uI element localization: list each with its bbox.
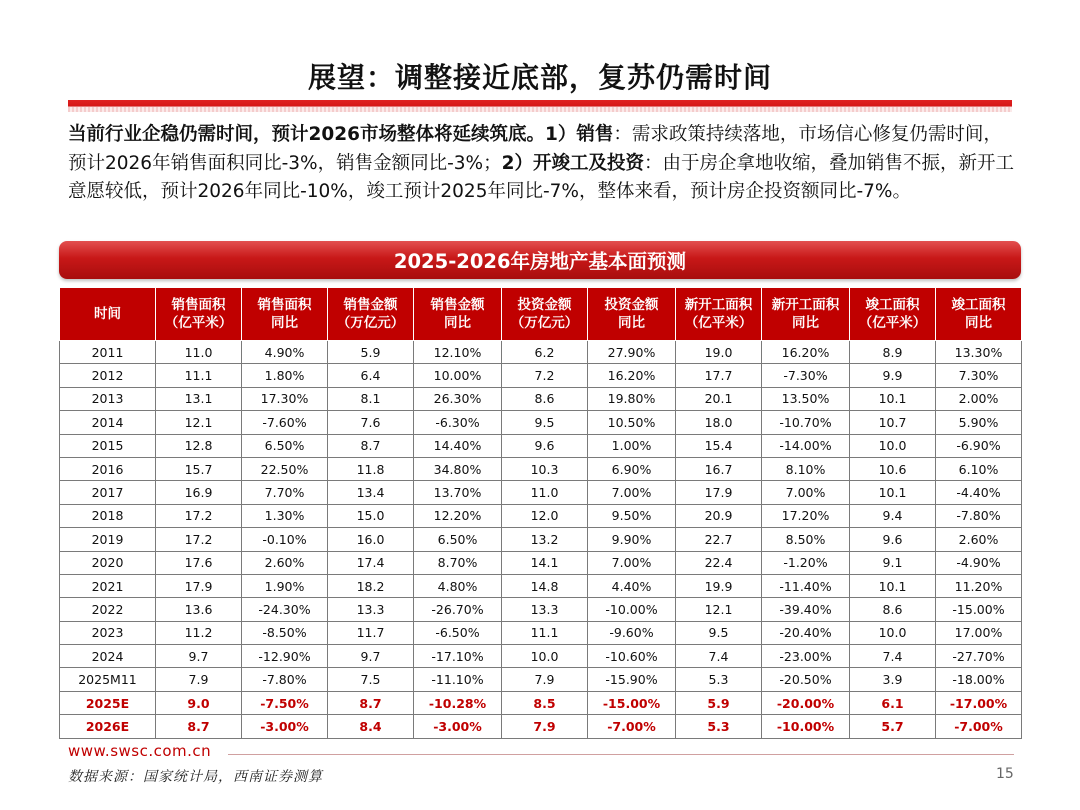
year-cell: 2017 <box>60 481 156 504</box>
value-cell: 7.00% <box>588 551 676 574</box>
value-cell: -6.50% <box>414 621 502 644</box>
value-cell: -1.20% <box>762 551 850 574</box>
year-cell: 2018 <box>60 504 156 527</box>
column-header-line: 竣工面积 <box>951 297 1006 313</box>
table-row <box>60 411 1022 434</box>
value-cell: 17.2 <box>156 528 242 551</box>
column-header-line: 同比 <box>271 315 298 331</box>
value-cell: 10.0 <box>502 645 588 668</box>
value-cell: -15.00% <box>936 598 1022 621</box>
value-cell: 8.70% <box>414 551 502 574</box>
value-cell: -20.50% <box>762 668 850 691</box>
value-cell: 10.7 <box>850 411 936 434</box>
value-cell: 11.1 <box>156 364 242 387</box>
value-cell: 6.50% <box>242 434 328 457</box>
value-cell: -17.10% <box>414 645 502 668</box>
value-cell: -24.30% <box>242 598 328 621</box>
value-cell: 3.9 <box>850 668 936 691</box>
value-cell: 19.80% <box>588 387 676 410</box>
column-header-line: 销售面积 <box>171 297 226 313</box>
value-cell: 6.50% <box>414 528 502 551</box>
table-row <box>60 645 1022 668</box>
data-source-note: 数据来源：国家统计局，西南证券测算 <box>68 769 323 785</box>
year-cell: 2025E <box>60 691 156 714</box>
value-cell: 22.4 <box>676 551 762 574</box>
value-cell: 5.90% <box>936 411 1022 434</box>
year-cell: 2025M11 <box>60 668 156 691</box>
value-cell: 1.30% <box>242 504 328 527</box>
column-header-line: 销售金额 <box>430 297 485 313</box>
value-cell: -11.40% <box>762 574 850 597</box>
value-cell: -12.90% <box>242 645 328 668</box>
value-cell: 6.90% <box>588 457 676 480</box>
value-cell: 5.3 <box>676 668 762 691</box>
value-cell: 12.1 <box>156 411 242 434</box>
value-cell: -10.28% <box>414 691 502 714</box>
value-cell: -10.70% <box>762 411 850 434</box>
column-header-line: 销售面积 <box>257 297 312 313</box>
column-header-line: 同比 <box>444 315 471 331</box>
value-cell: 10.1 <box>850 387 936 410</box>
value-cell: 10.50% <box>588 411 676 434</box>
value-cell: -10.00% <box>588 598 676 621</box>
column-header-line: 同比 <box>792 315 819 331</box>
column-header <box>936 288 1022 341</box>
year-cell: 2022 <box>60 598 156 621</box>
value-cell: 7.30% <box>936 364 1022 387</box>
value-cell: 15.7 <box>156 457 242 480</box>
value-cell: -7.00% <box>936 715 1022 738</box>
value-cell: 7.00% <box>588 481 676 504</box>
column-header-line: 销售金额 <box>343 297 398 313</box>
value-cell: 6.10% <box>936 457 1022 480</box>
value-cell: 7.9 <box>502 668 588 691</box>
value-cell: 9.50% <box>588 504 676 527</box>
value-cell: 2.60% <box>242 551 328 574</box>
value-cell: 6.4 <box>328 364 414 387</box>
value-cell: -4.90% <box>936 551 1022 574</box>
value-cell: 13.4 <box>328 481 414 504</box>
website-link[interactable]: www.swsc.com.cn <box>68 742 212 760</box>
year-cell: 2016 <box>60 457 156 480</box>
value-cell: 12.20% <box>414 504 502 527</box>
value-cell: 8.5 <box>502 691 588 714</box>
value-cell: -27.70% <box>936 645 1022 668</box>
value-cell: 13.50% <box>762 387 850 410</box>
table-row <box>60 481 1022 504</box>
value-cell: 18.0 <box>676 411 762 434</box>
summary-segment: 1）销售 <box>545 124 614 145</box>
value-cell: -0.10% <box>242 528 328 551</box>
summary-segment: 2）开竣工及投资 <box>501 152 645 174</box>
value-cell: 4.40% <box>588 574 676 597</box>
column-header <box>328 288 414 341</box>
value-cell: -7.30% <box>762 364 850 387</box>
value-cell: 8.6 <box>850 598 936 621</box>
value-cell: 10.3 <box>502 457 588 480</box>
value-cell: 17.9 <box>676 481 762 504</box>
value-cell: 27.90% <box>588 341 676 364</box>
value-cell: -15.90% <box>588 668 676 691</box>
column-header-line: （亿平米） <box>858 315 927 331</box>
value-cell: 11.1 <box>502 621 588 644</box>
column-header <box>676 288 762 341</box>
value-cell: -3.00% <box>414 715 502 738</box>
table-row <box>60 528 1022 551</box>
value-cell: 5.7 <box>850 715 936 738</box>
table-row <box>60 387 1022 410</box>
value-cell: -20.00% <box>762 691 850 714</box>
value-cell: 5.9 <box>676 691 762 714</box>
value-cell: 10.6 <box>850 457 936 480</box>
column-header-line: （亿平米） <box>164 315 233 331</box>
value-cell: 26.30% <box>414 387 502 410</box>
year-cell: 2020 <box>60 551 156 574</box>
column-header <box>588 288 676 341</box>
value-cell: -10.60% <box>588 645 676 668</box>
column-header-line: 竣工面积 <box>865 297 920 313</box>
value-cell: 10.1 <box>850 574 936 597</box>
value-cell: 13.70% <box>414 481 502 504</box>
value-cell: -15.00% <box>588 691 676 714</box>
column-header-line: 投资金额 <box>604 297 659 313</box>
value-cell: -23.00% <box>762 645 850 668</box>
value-cell: 14.8 <box>502 574 588 597</box>
column-header-line: （亿平米） <box>684 315 753 331</box>
value-cell: 8.7 <box>328 434 414 457</box>
value-cell: 15.4 <box>676 434 762 457</box>
column-header-line: 新开工面积 <box>684 297 753 313</box>
summary-segment: ：由于房企拿地收缩，叠加销售不振，新开工意愿较低，预计2026年同比-10%，竣工预计2025年同比-7%，整体来看，预计房企投资额同比-7%。 <box>68 152 1015 202</box>
column-header-line: 投资金额 <box>517 297 572 313</box>
value-cell: 6.2 <box>502 341 588 364</box>
value-cell: 6.1 <box>850 691 936 714</box>
column-header <box>60 288 156 341</box>
value-cell: 9.5 <box>676 621 762 644</box>
column-header-line: （万亿元） <box>336 315 405 331</box>
value-cell: 16.0 <box>328 528 414 551</box>
value-cell: 13.2 <box>502 528 588 551</box>
value-cell: -11.10% <box>414 668 502 691</box>
value-cell: 1.90% <box>242 574 328 597</box>
value-cell: 17.6 <box>156 551 242 574</box>
value-cell: 16.20% <box>762 341 850 364</box>
summary-segment: ：需求政策持续落地，市场信心修复仍需时间，预计2026年销售面积同比-3%，销售金额同比-3%； <box>68 124 1002 174</box>
column-header-line: （万亿元） <box>510 315 579 331</box>
table-row <box>60 504 1022 527</box>
value-cell: 19.0 <box>676 341 762 364</box>
column-header <box>156 288 242 341</box>
value-cell: -7.50% <box>242 691 328 714</box>
value-cell: 9.4 <box>850 504 936 527</box>
value-cell: 15.0 <box>328 504 414 527</box>
value-cell: 17.2 <box>156 504 242 527</box>
value-cell: 13.30% <box>936 341 1022 364</box>
value-cell: 10.1 <box>850 481 936 504</box>
value-cell: 17.30% <box>242 387 328 410</box>
table-row <box>60 341 1022 364</box>
value-cell: -9.60% <box>588 621 676 644</box>
value-cell: 10.0 <box>850 621 936 644</box>
value-cell: -6.30% <box>414 411 502 434</box>
value-cell: 8.4 <box>328 715 414 738</box>
value-cell: 11.20% <box>936 574 1022 597</box>
year-cell: 2015 <box>60 434 156 457</box>
table-row <box>60 598 1022 621</box>
value-cell: 22.7 <box>676 528 762 551</box>
table-row <box>60 574 1022 597</box>
value-cell: -14.00% <box>762 434 850 457</box>
value-cell: -7.60% <box>242 411 328 434</box>
value-cell: 11.0 <box>156 341 242 364</box>
table-header-row <box>60 288 1022 341</box>
year-cell: 2023 <box>60 621 156 644</box>
value-cell: 12.10% <box>414 341 502 364</box>
value-cell: 11.8 <box>328 457 414 480</box>
value-cell: 7.9 <box>156 668 242 691</box>
value-cell: -3.00% <box>242 715 328 738</box>
value-cell: -39.40% <box>762 598 850 621</box>
year-cell: 2011 <box>60 341 156 364</box>
value-cell: 11.7 <box>328 621 414 644</box>
value-cell: 10.00% <box>414 364 502 387</box>
column-header <box>502 288 588 341</box>
value-cell: 13.6 <box>156 598 242 621</box>
table-row <box>60 551 1022 574</box>
title-underline <box>68 100 1012 112</box>
value-cell: 8.1 <box>328 387 414 410</box>
value-cell: 16.9 <box>156 481 242 504</box>
value-cell: 11.0 <box>502 481 588 504</box>
value-cell: 34.80% <box>414 457 502 480</box>
value-cell: 10.0 <box>850 434 936 457</box>
value-cell: 9.5 <box>502 411 588 434</box>
value-cell: 2.00% <box>936 387 1022 410</box>
value-cell: 1.80% <box>242 364 328 387</box>
year-cell: 2024 <box>60 645 156 668</box>
value-cell: 18.2 <box>328 574 414 597</box>
table-row <box>60 668 1022 691</box>
value-cell: -7.80% <box>242 668 328 691</box>
value-cell: 7.9 <box>502 715 588 738</box>
table-row <box>60 434 1022 457</box>
column-header-line: 时间 <box>94 306 121 322</box>
column-header <box>850 288 936 341</box>
value-cell: 11.2 <box>156 621 242 644</box>
forecast-table <box>59 287 1022 739</box>
value-cell: 20.9 <box>676 504 762 527</box>
value-cell: 7.2 <box>502 364 588 387</box>
value-cell: 19.9 <box>676 574 762 597</box>
value-cell: -20.40% <box>762 621 850 644</box>
value-cell: 22.50% <box>242 457 328 480</box>
year-cell: 2012 <box>60 364 156 387</box>
value-cell: 9.6 <box>850 528 936 551</box>
value-cell: 2.60% <box>936 528 1022 551</box>
value-cell: 9.7 <box>156 645 242 668</box>
value-cell: 14.40% <box>414 434 502 457</box>
forecast-row <box>60 715 1022 738</box>
value-cell: 7.4 <box>676 645 762 668</box>
value-cell: 7.5 <box>328 668 414 691</box>
value-cell: 8.9 <box>850 341 936 364</box>
summary-segment: 当前行业企稳仍需时间，预计2026市场整体将延续筑底。 <box>68 124 545 145</box>
value-cell: 7.00% <box>762 481 850 504</box>
column-header-line: 同比 <box>618 315 645 331</box>
year-cell: 2021 <box>60 574 156 597</box>
value-cell: -4.40% <box>936 481 1022 504</box>
value-cell: 8.10% <box>762 457 850 480</box>
value-cell: 7.70% <box>242 481 328 504</box>
year-cell: 2019 <box>60 528 156 551</box>
value-cell: 13.3 <box>502 598 588 621</box>
column-header-line: 新开工面积 <box>771 297 840 313</box>
value-cell: -8.50% <box>242 621 328 644</box>
value-cell: 13.3 <box>328 598 414 621</box>
value-cell: 9.0 <box>156 691 242 714</box>
column-header <box>762 288 850 341</box>
value-cell: 8.7 <box>156 715 242 738</box>
summary-text <box>68 121 1018 207</box>
value-cell: 17.20% <box>762 504 850 527</box>
table-row <box>60 364 1022 387</box>
value-cell: -18.00% <box>936 668 1022 691</box>
column-header <box>414 288 502 341</box>
forecast-row <box>60 691 1022 714</box>
year-cell: 2014 <box>60 411 156 434</box>
value-cell: 12.0 <box>502 504 588 527</box>
value-cell: 4.80% <box>414 574 502 597</box>
value-cell: 9.6 <box>502 434 588 457</box>
year-cell: 2026E <box>60 715 156 738</box>
value-cell: 20.1 <box>676 387 762 410</box>
table-row <box>60 621 1022 644</box>
page-title: 展望：调整接近底部，复苏仍需时间 <box>307 61 772 94</box>
value-cell: 5.3 <box>676 715 762 738</box>
value-cell: 8.7 <box>328 691 414 714</box>
value-cell: 9.9 <box>850 364 936 387</box>
value-cell: 12.8 <box>156 434 242 457</box>
value-cell: 17.4 <box>328 551 414 574</box>
value-cell: 4.90% <box>242 341 328 364</box>
value-cell: 17.9 <box>156 574 242 597</box>
value-cell: 7.6 <box>328 411 414 434</box>
value-cell: 16.7 <box>676 457 762 480</box>
value-cell: 16.20% <box>588 364 676 387</box>
value-cell: 8.6 <box>502 387 588 410</box>
value-cell: 14.1 <box>502 551 588 574</box>
value-cell: 7.4 <box>850 645 936 668</box>
value-cell: 13.1 <box>156 387 242 410</box>
value-cell: -7.00% <box>588 715 676 738</box>
value-cell: -7.80% <box>936 504 1022 527</box>
column-header <box>242 288 328 341</box>
value-cell: 17.7 <box>676 364 762 387</box>
footer-divider <box>228 754 1014 755</box>
value-cell: 1.00% <box>588 434 676 457</box>
value-cell: 17.00% <box>936 621 1022 644</box>
column-header-line: 同比 <box>965 315 992 331</box>
table-row <box>60 457 1022 480</box>
value-cell: -26.70% <box>414 598 502 621</box>
value-cell: -10.00% <box>762 715 850 738</box>
page-number: 15 <box>996 766 1014 782</box>
value-cell: 9.90% <box>588 528 676 551</box>
year-cell: 2013 <box>60 387 156 410</box>
value-cell: -6.90% <box>936 434 1022 457</box>
value-cell: 8.50% <box>762 528 850 551</box>
value-cell: 12.1 <box>676 598 762 621</box>
table-title-banner: 2025-2026年房地产基本面预测 <box>59 241 1021 279</box>
value-cell: -17.00% <box>936 691 1022 714</box>
value-cell: 5.9 <box>328 341 414 364</box>
value-cell: 9.7 <box>328 645 414 668</box>
value-cell: 9.1 <box>850 551 936 574</box>
